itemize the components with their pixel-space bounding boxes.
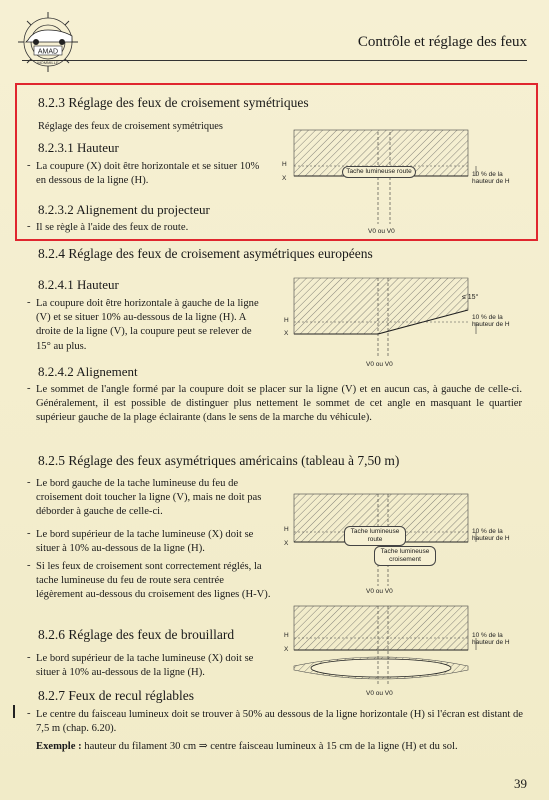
- logo-subtext: MOMMILLE: [37, 60, 59, 65]
- label-angle: ≤ 15°: [462, 294, 479, 301]
- label-x: X: [284, 646, 289, 653]
- bullet-dash: -: [27, 708, 31, 719]
- label-h: H: [282, 161, 287, 168]
- diagram-symmetric-low-beam: [282, 128, 532, 238]
- section-heading-827: 8.2.7 Feux de recul réglables: [38, 688, 194, 703]
- paragraph-8232: Il se règle à l'aide des feux de route.: [36, 222, 189, 233]
- label-lowbeam-spot: Tache lumineuse croisement: [374, 546, 436, 566]
- label-h: H: [284, 317, 289, 324]
- example-text: hauteur du filament 30 cm ⇒ centre faisceau lumineux à 15 cm de la ligne (H) et du sol.: [84, 741, 458, 752]
- subheading-8241: 8.2.4.1 Hauteur: [38, 277, 119, 292]
- header-title: Contrôle et réglage des feux: [357, 34, 527, 50]
- paragraph-8251: Le bord gauche de la tache lumineuse du feu de croisement doit toucher la ligne (V), mais ne doit pas déborder à gauche de celle-ci.: [36, 478, 262, 518]
- subheading-8231: 8.2.3.1 Hauteur: [38, 140, 119, 155]
- bullet-dash: -: [27, 560, 31, 571]
- bullet-dash: -: [27, 221, 31, 232]
- diagram-american-low-beam: [282, 490, 532, 600]
- bullet-dash: -: [27, 528, 31, 539]
- subheading-8242: 8.2.4.2 Alignement: [38, 364, 138, 379]
- label-10-percent: 10 % de la hauteur de H: [472, 632, 510, 646]
- label-v0: V0 ou V0: [366, 690, 393, 697]
- label-x: X: [284, 540, 289, 547]
- example-line: [36, 740, 524, 754]
- section-subtitle-823: Réglage des feux de croisement symétriques: [38, 121, 223, 132]
- paragraph-8253: Si les feux de croisement sont correctement réglés, la tache lumineuse du feu de route sera centrée légèrement au-dessous du croisement des lignes (H-V).: [36, 561, 271, 601]
- section-heading-825: 8.2.5 Réglage des feux asymétriques américains (tableau à 7,50 m): [38, 453, 400, 468]
- section-heading-826: 8.2.6 Réglage des feux de brouillard: [38, 627, 235, 642]
- page-number: 39: [514, 776, 527, 791]
- subheading-8232: 8.2.3.2 Alignement du projecteur: [38, 202, 210, 217]
- label-h: H: [284, 526, 289, 533]
- margin-change-bar: [13, 705, 15, 718]
- label-v0: V0 ou V0: [368, 228, 395, 235]
- bullet-dash: -: [27, 160, 31, 171]
- paragraph-826: Le bord supérieur de la tache lumineuse (X) doit se situer à 10% au-dessous de la ligne (H).: [36, 653, 254, 679]
- label-x: X: [284, 330, 289, 337]
- paragraph-8242: Le sommet de l'angle formé par la coupure doit se placer sur la ligne (V) et en aucun cas, à gauche de celle-ci. Généralement, il est possible de distinguer plus nettement le sommet de cet angle en masquant le quartier supérieur gauche de la plage éclairante (dans le sens de la marche du véhicule).: [36, 384, 522, 424]
- paragraph-8231: La coupure (X) doit être horizontale et se situer 10% en dessous de la ligne (H).: [36, 161, 260, 187]
- example-label: Exemple :: [36, 741, 82, 752]
- label-x: X: [282, 175, 287, 182]
- bullet-dash: -: [27, 477, 31, 488]
- label-route-spot: Tache lumineuse route: [342, 166, 416, 178]
- section-heading-823: 8.2.3 Réglage des feux de croisement symétriques: [38, 95, 309, 110]
- diagram-european-low-beam: [282, 274, 532, 374]
- paragraph-827: Le centre du faisceau lumineux doit se trouver à 50% au dessous de la ligne horizontale (H) si l'écran est distant de 7,5 m (chap. 6.20).: [36, 709, 523, 735]
- amad-logo: [10, 8, 86, 72]
- diagram-fog-lights: [282, 602, 532, 702]
- label-10-percent: 10 % de la hauteur de H: [472, 314, 510, 328]
- label-10-percent: 10 % de la hauteur de H: [472, 171, 510, 185]
- header-divider: [22, 60, 527, 61]
- label-h: H: [284, 632, 289, 639]
- bullet-dash: -: [27, 297, 31, 308]
- label-v0: V0 ou V0: [366, 588, 393, 595]
- paragraph-8241: La coupure doit être horizontale à gauche de la ligne (V) et se situer 10% au-dessous de la ligne (H). A droite de la ligne (V), la coupure peut se relever de 15° au plus.: [36, 298, 259, 352]
- logo-text: AMAD: [37, 48, 59, 56]
- label-v0: V0 ou V0: [366, 361, 393, 368]
- label-route-spot: Tache lumineuse route: [344, 526, 406, 546]
- bullet-dash: -: [27, 652, 31, 663]
- label-10-percent: 10 % de la hauteur de H: [472, 528, 510, 542]
- bullet-dash: -: [27, 383, 31, 394]
- section-heading-824: 8.2.4 Réglage des feux de croisement asymétriques européens: [38, 246, 373, 261]
- paragraph-8252: Le bord supérieur de la tache lumineuse (X) doit se situer à 10% au-dessous de la ligne (H).: [36, 529, 254, 555]
